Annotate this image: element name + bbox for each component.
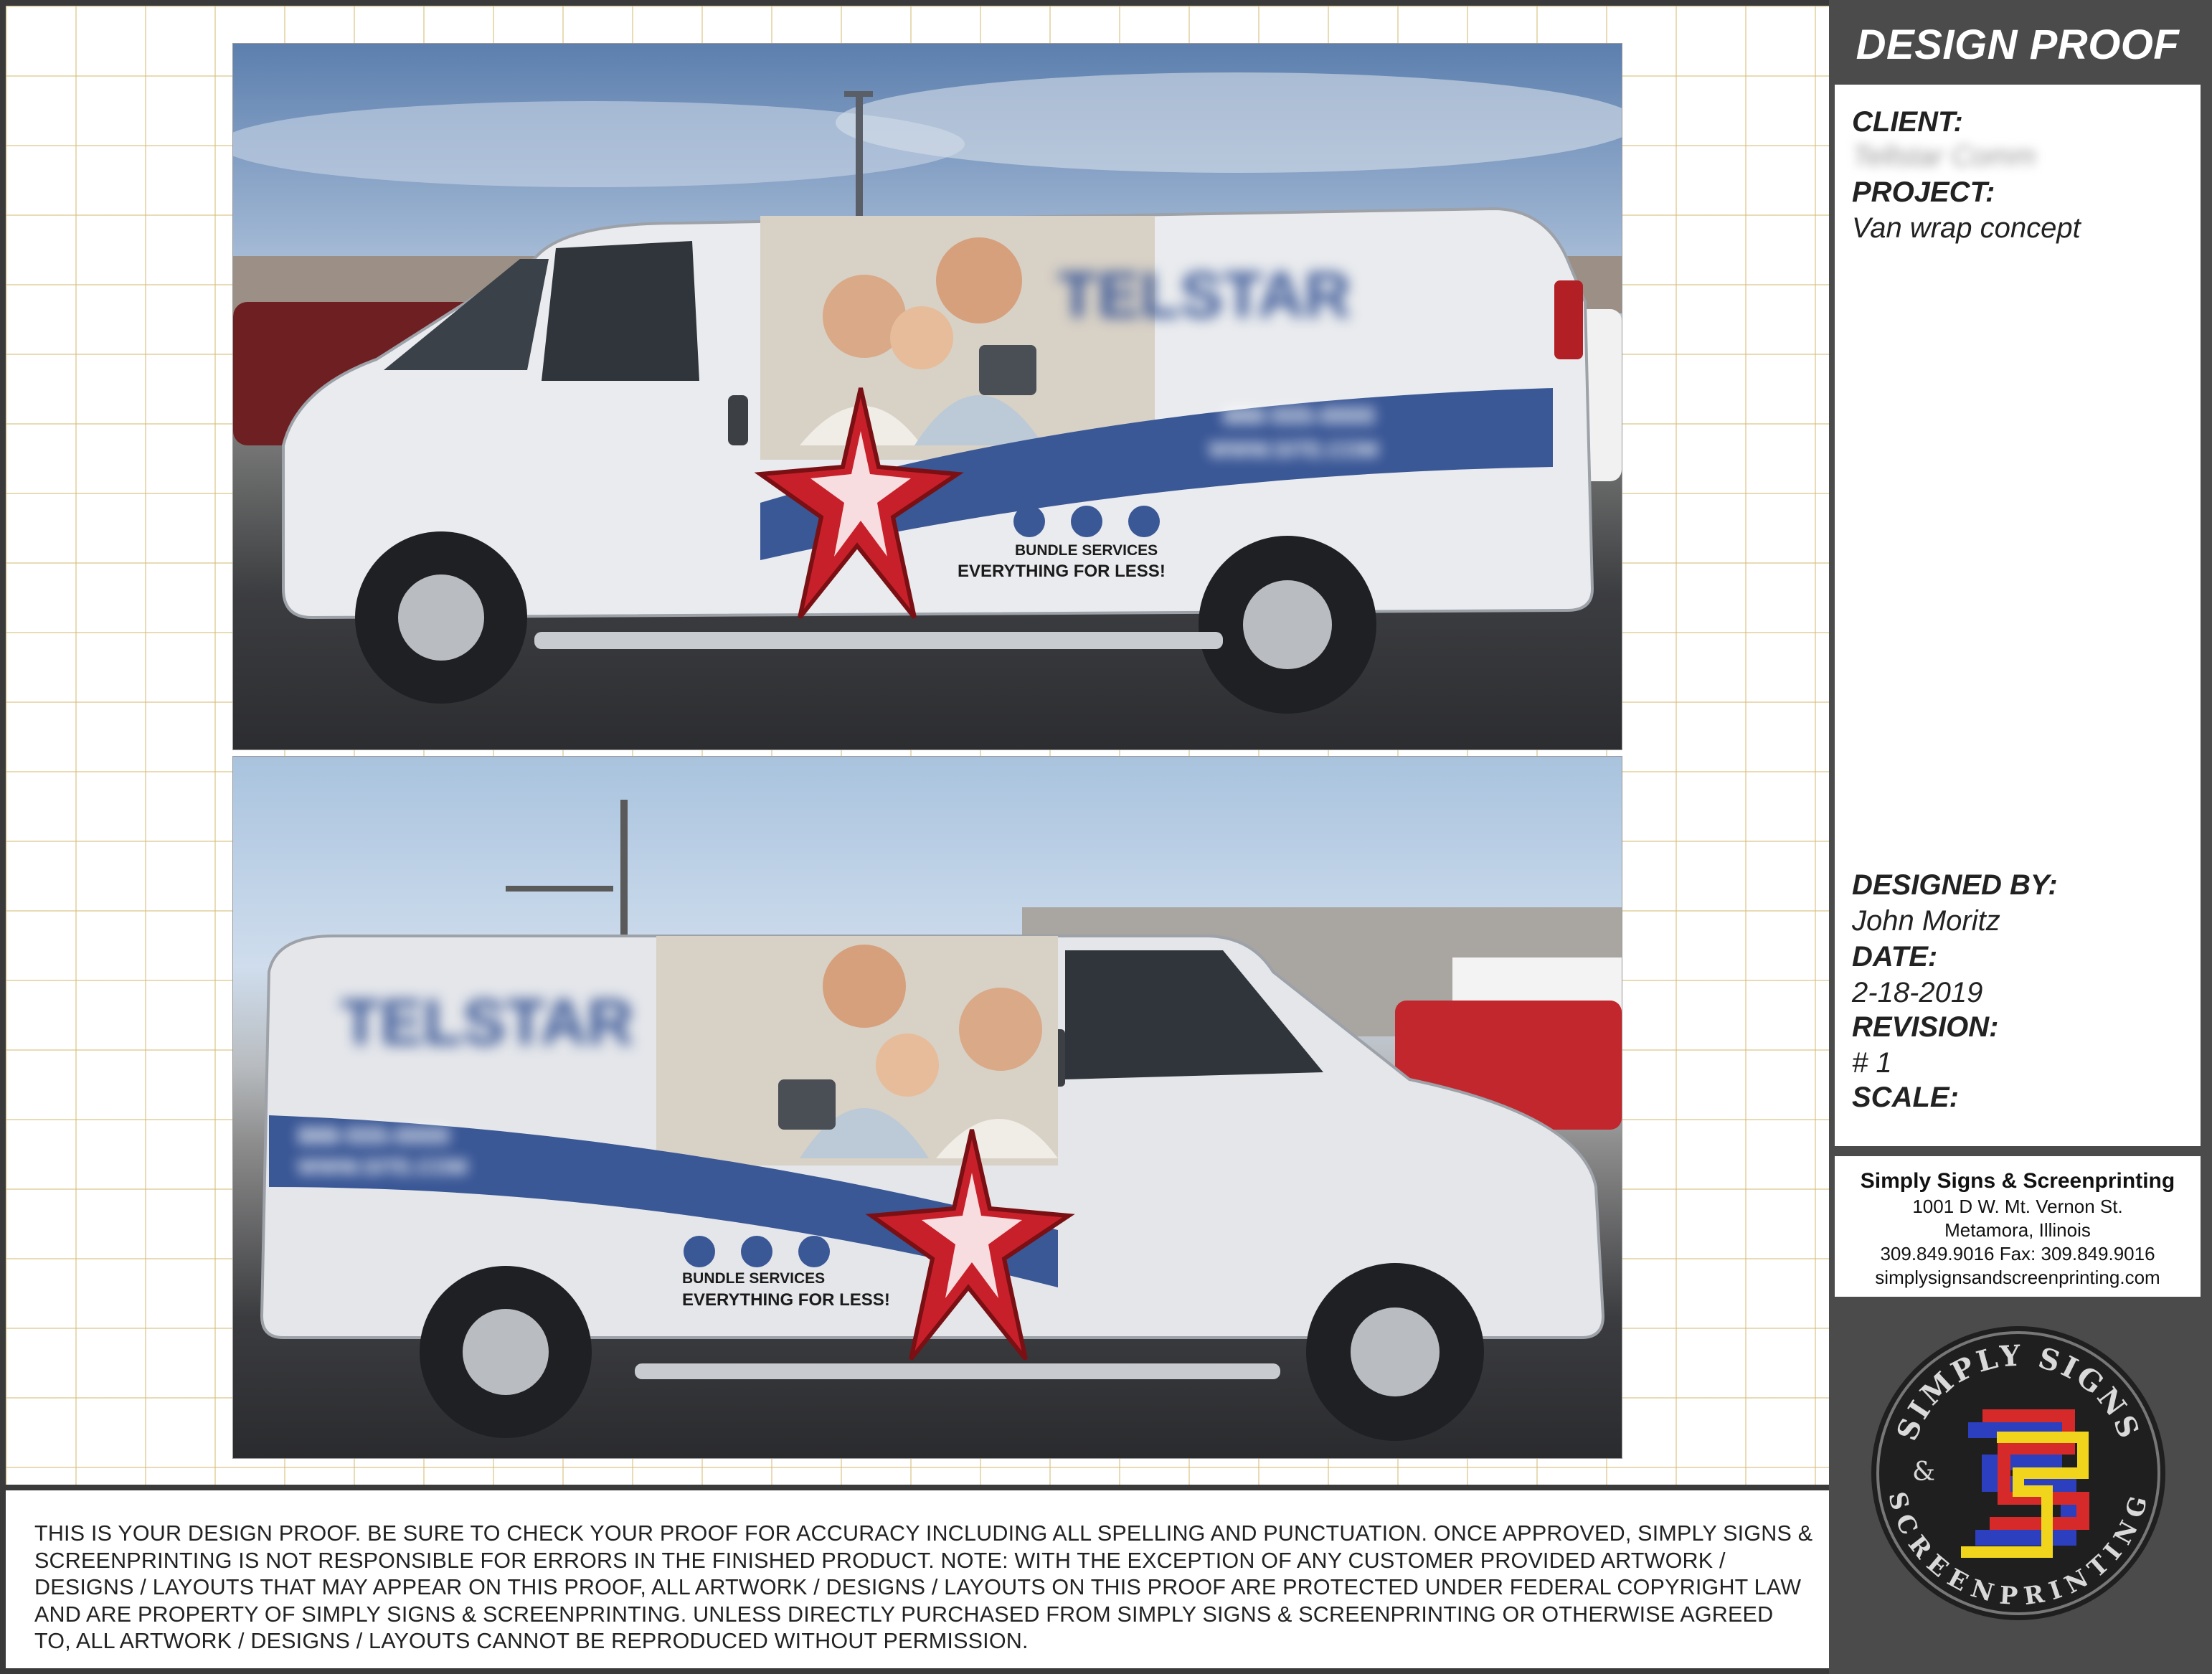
proof-details xyxy=(1835,85,2201,1146)
company-logo xyxy=(1868,1323,2169,1624)
artwork-area xyxy=(6,6,1829,1485)
bundle-label: BUNDLE SERVICES xyxy=(1015,542,1158,559)
proof-info-panel xyxy=(1829,0,2212,1674)
client-label: CLIENT: xyxy=(1852,106,1963,138)
brand-logo-blurred: TELSTAR xyxy=(1058,260,1351,331)
logo-top-text: SIMPLY SIGNS xyxy=(1890,1338,2147,1446)
brand-logo-blurred-2: TELSTAR xyxy=(341,987,634,1059)
van-bottom-illustration xyxy=(233,757,1622,1458)
designed-by-label: DESIGNED BY: xyxy=(1852,869,2058,901)
company-name: Simply Signs & Screenprinting xyxy=(1860,1169,2175,1193)
company-address-1: 1001 D W. Mt. Vernon St. xyxy=(1912,1196,2123,1217)
site-blurred-2: WWW.SITE.COM xyxy=(298,1155,468,1179)
client-value: Tellstar Comm xyxy=(1852,141,2036,172)
bundle-label-2: BUNDLE SERVICES xyxy=(682,1270,826,1287)
phone-blurred-2: 888-555-0000 xyxy=(298,1122,450,1150)
tagline: EVERYTHING FOR LESS! xyxy=(958,562,1166,581)
disclaimer-box xyxy=(6,1485,1829,1668)
van-mockup-bottom xyxy=(232,756,1622,1459)
date-value: 2-18-2019 xyxy=(1852,977,1983,1008)
company-phones: 309.849.9016 Fax: 309.849.9016 xyxy=(1880,1243,2155,1264)
project-value: Van wrap concept xyxy=(1852,212,2081,244)
scale-label: SCALE: xyxy=(1852,1082,1959,1113)
project-label: PROJECT: xyxy=(1852,176,1995,208)
designed-by-value: John Moritz xyxy=(1852,905,2000,937)
revision-label: REVISION: xyxy=(1852,1011,1999,1043)
phone-blurred: 888-555-0000 xyxy=(1223,402,1375,430)
company-website: simplysignsandscreenprinting.com xyxy=(1875,1267,2160,1288)
panel-title: DESIGN PROOF xyxy=(1829,6,2206,85)
van-top-illustration xyxy=(233,44,1622,749)
tagline-2: EVERYTHING FOR LESS! xyxy=(682,1290,890,1310)
logo-ampersand: & xyxy=(1912,1457,1936,1487)
site-blurred: WWW.SITE.COM xyxy=(1209,438,1379,462)
company-address-2: Metamora, Illinois xyxy=(1944,1219,2091,1241)
company-contact xyxy=(1835,1156,2201,1297)
date-label: DATE: xyxy=(1852,941,1938,973)
van-mockup-top xyxy=(232,43,1622,750)
logo-bottom-text: SCREENPRINTING xyxy=(1882,1489,2155,1612)
revision-value: # 1 xyxy=(1852,1047,1892,1079)
disclaimer-text: THIS IS YOUR DESIGN PROOF. BE SURE TO CHECK YOUR PROOF FOR ACCURACY INCLUDING ALL SPELLING AND PUNCTUATION. ONCE APPROVED, SIMPLY SIGNS & SCREENPRINTING IS NOT RESPONSIBLE FOR ERRORS IN THE FINISHED PRODUCT. NOTE: WITH THE EXCEPTION OF ANY CUSTOMER PROVIDED ARTWORK / DESIGNS / LAYOUTS THAT MAY APPEAR ON THIS PROOF, ALL ARTWORK / DESIGNS / LAYOUTS ON THIS PROOF ARE PROTECTED UNDER FEDERAL COPYRIGHT LAW AND ARE PROPERTY OF SIMPLY SIGNS & SCREENPRINTING. UNLESS DIRECTLY PURCHASED FROM SIMPLY SIGNS & SCREENPRINTING OR OTHERWISE AGREED TO, ALL ARTWORK / DESIGNS / LAYOUTS CANNOT BE REPRODUCED WITHOUT PERMISSION. xyxy=(34,1521,1813,1653)
